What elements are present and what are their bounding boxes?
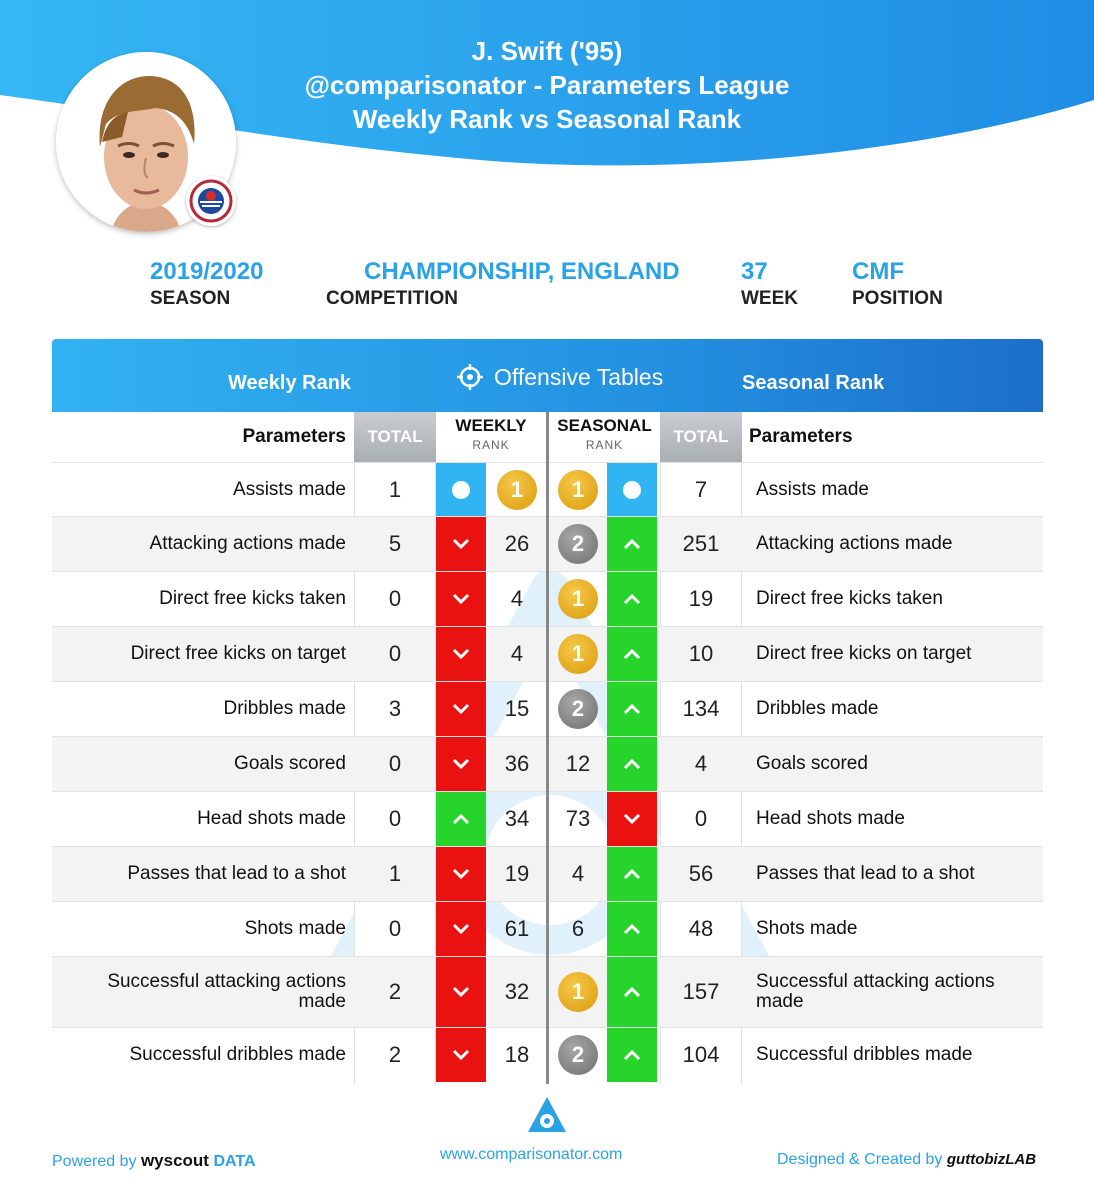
chevron-down-icon bbox=[623, 813, 641, 825]
footer-powered-by bbox=[52, 1151, 256, 1171]
weekly-rank-cell bbox=[488, 1028, 546, 1082]
designed-by-label: Designed & Created by bbox=[777, 1151, 943, 1168]
banner-weekly-rank: Weekly Rank bbox=[228, 372, 352, 394]
chevron-up-icon bbox=[623, 986, 641, 998]
position-block bbox=[852, 258, 943, 312]
seasonal-total-value: 7 bbox=[694, 476, 708, 502]
weekly-rank-cell bbox=[488, 902, 546, 956]
seasonal-total-value: 4 bbox=[694, 751, 708, 776]
gold-medal-icon: 1 bbox=[558, 634, 598, 674]
comparisonator-logo-icon bbox=[525, 1094, 569, 1138]
club-badge-icon bbox=[186, 176, 236, 226]
seasonal-rank-cell bbox=[550, 682, 606, 736]
weekly-total-value: 0 bbox=[388, 751, 402, 776]
seasonal-rank-cell bbox=[550, 792, 606, 846]
parameter-label-right: Head shots made bbox=[756, 808, 905, 829]
seasonal-total-value: 104 bbox=[682, 1042, 720, 1067]
parameter-label-right: Attacking actions made bbox=[756, 533, 953, 554]
seasonal-indicator-up bbox=[607, 847, 657, 901]
footer-website-link[interactable]: www.comparisonator.com bbox=[440, 1146, 623, 1163]
weekly-rank-cell bbox=[488, 957, 546, 1027]
seasonal-rank-cell bbox=[550, 572, 606, 626]
weekly-total-value: 1 bbox=[388, 476, 402, 502]
chevron-up-icon bbox=[623, 648, 641, 660]
seasonal-indicator-up bbox=[607, 572, 657, 626]
weekly-indicator-down bbox=[436, 847, 486, 901]
seasonal-indicator-up bbox=[607, 737, 657, 791]
gold-medal-icon: 1 bbox=[497, 470, 537, 510]
chevron-up-icon bbox=[623, 923, 641, 935]
weekly-rank-cell bbox=[488, 737, 546, 791]
seasonal-rank-value: 73 bbox=[565, 806, 591, 831]
parameter-label-right: Successful attacking actions made bbox=[756, 971, 995, 1012]
weekly-rank-cell bbox=[488, 682, 546, 736]
weekly-indicator-down bbox=[436, 517, 486, 571]
weekly-rank-value: 36 bbox=[504, 751, 530, 776]
seasonal-header-label: SEASONAL bbox=[557, 416, 652, 435]
seasonal-indicator-up bbox=[607, 682, 657, 736]
weekly-rank-value: 34 bbox=[504, 806, 530, 831]
chevron-down-icon bbox=[452, 593, 470, 605]
weekly-indicator-down bbox=[436, 1028, 486, 1082]
chevron-down-icon bbox=[452, 538, 470, 550]
banner-seasonal-rank: Seasonal Rank bbox=[742, 372, 885, 394]
parameter-label-left: Direct free kicks taken bbox=[159, 588, 346, 609]
weekly-rank-value: 32 bbox=[504, 979, 530, 1004]
parameter-label-left: Assists made bbox=[233, 478, 346, 500]
weekly-indicator-down bbox=[436, 737, 486, 791]
parameter-label-right: Direct free kicks taken bbox=[756, 588, 943, 609]
footer-credits bbox=[777, 1151, 1036, 1169]
chevron-down-icon bbox=[452, 1049, 470, 1061]
seasonal-indicator-up bbox=[607, 902, 657, 956]
season-block bbox=[150, 258, 263, 312]
silver-medal-icon: 2 bbox=[558, 689, 598, 729]
chevron-up-icon bbox=[452, 813, 470, 825]
chevron-up-icon bbox=[623, 868, 641, 880]
league-title: @comparisonator - Parameters League bbox=[304, 70, 790, 100]
neutral-dot-icon bbox=[452, 481, 470, 499]
weekly-header-sub: RANK bbox=[472, 438, 510, 452]
weekly-rank-cell bbox=[488, 517, 546, 571]
player-name: J. Swift ('95) bbox=[471, 36, 623, 66]
parameter-label-right: Assists made bbox=[756, 478, 869, 500]
weekly-rank-value: 15 bbox=[504, 696, 530, 721]
parameter-label-left: Successful dribbles made bbox=[129, 1044, 346, 1065]
parameter-label-left: Passes that lead to a shot bbox=[127, 863, 346, 884]
chevron-down-icon bbox=[452, 923, 470, 935]
chevron-down-icon bbox=[452, 648, 470, 660]
seasonal-rank-cell bbox=[550, 463, 606, 516]
weekly-rank-cell bbox=[488, 463, 546, 516]
weekly-total-value: 0 bbox=[388, 806, 402, 831]
powered-by-label: Powered by bbox=[52, 1153, 137, 1170]
seasonal-indicator-neutral bbox=[607, 463, 657, 516]
season-label: SEASON bbox=[150, 288, 231, 309]
seasonal-rank-cell bbox=[550, 737, 606, 791]
seasonal-rank-cell bbox=[550, 1028, 606, 1082]
parameter-label-right: Successful dribbles made bbox=[756, 1044, 973, 1065]
seasonal-rank-value: 4 bbox=[571, 861, 585, 886]
weekly-total-value: 0 bbox=[388, 916, 402, 941]
seasonal-rank-cell bbox=[550, 957, 606, 1027]
weekly-indicator-down bbox=[436, 682, 486, 736]
column-header-parameters-left: Parameters bbox=[242, 426, 346, 447]
gold-medal-icon: 1 bbox=[558, 470, 598, 510]
week-value: 37 bbox=[741, 258, 768, 285]
parameter-label-right: Shots made bbox=[756, 918, 858, 939]
seasonal-rank-cell bbox=[550, 847, 606, 901]
weekly-total-value: 3 bbox=[388, 696, 402, 721]
chevron-down-icon bbox=[452, 703, 470, 715]
neutral-dot-icon bbox=[623, 481, 641, 499]
weekly-indicator-down bbox=[436, 627, 486, 681]
parameter-label-left: Successful attacking actions made bbox=[107, 971, 346, 1012]
seasonal-rank-cell bbox=[550, 902, 606, 956]
guttobiz-lab-logo: guttobizLAB bbox=[946, 1151, 1037, 1168]
competition-block bbox=[326, 258, 680, 312]
week-block bbox=[741, 258, 798, 312]
seasonal-indicator-up bbox=[607, 957, 657, 1027]
seasonal-indicator-up bbox=[607, 517, 657, 571]
column-header-weekly-rank bbox=[436, 412, 546, 462]
column-header-seasonal-rank bbox=[549, 412, 660, 462]
parameter-label-left: Goals scored bbox=[234, 753, 346, 774]
table-banner bbox=[52, 339, 1043, 412]
weekly-rank-value: 4 bbox=[510, 641, 524, 666]
parameter-label-left: Shots made bbox=[244, 918, 346, 939]
seasonal-rank-cell bbox=[550, 627, 606, 681]
seasonal-rank-value: 6 bbox=[571, 916, 585, 941]
weekly-indicator-neutral bbox=[436, 463, 486, 516]
chevron-up-icon bbox=[623, 593, 641, 605]
gold-medal-icon: 1 bbox=[558, 579, 598, 619]
seasonal-total-value: 56 bbox=[688, 861, 714, 886]
silver-medal-icon: 2 bbox=[558, 1035, 598, 1075]
chevron-up-icon bbox=[623, 1049, 641, 1061]
weekly-indicator-up bbox=[436, 792, 486, 846]
parameter-label-right: Dribbles made bbox=[756, 698, 879, 719]
chevron-up-icon bbox=[623, 703, 641, 715]
ranking-table bbox=[52, 412, 1043, 1084]
chevron-down-icon bbox=[452, 758, 470, 770]
position-value: CMF bbox=[852, 258, 904, 285]
weekly-rank-value: 4 bbox=[510, 586, 524, 611]
column-header-total-left: TOTAL bbox=[354, 412, 436, 462]
banner-title bbox=[456, 363, 663, 391]
weekly-rank-cell bbox=[488, 627, 546, 681]
weekly-total-value: 0 bbox=[388, 586, 402, 611]
silver-medal-icon: 2 bbox=[558, 524, 598, 564]
seasonal-total-value: 251 bbox=[682, 531, 720, 556]
weekly-indicator-down bbox=[436, 957, 486, 1027]
seasonal-total-value: 48 bbox=[688, 916, 714, 941]
seasonal-indicator-up bbox=[607, 1028, 657, 1082]
seasonal-total-value: 19 bbox=[688, 586, 714, 611]
seasonal-rank-value: 12 bbox=[565, 751, 591, 776]
weekly-total-value: 2 bbox=[388, 979, 402, 1004]
column-header-parameters-right: Parameters bbox=[749, 426, 853, 447]
chevron-down-icon bbox=[452, 986, 470, 998]
weekly-rank-value: 19 bbox=[504, 861, 530, 886]
weekly-header-label: WEEKLY bbox=[455, 416, 527, 435]
weekly-rank-cell bbox=[488, 847, 546, 901]
position-label: POSITION bbox=[852, 288, 943, 309]
chevron-up-icon bbox=[623, 538, 641, 550]
parameter-label-left: Dribbles made bbox=[223, 698, 346, 719]
seasonal-indicator-down bbox=[607, 792, 657, 846]
seasonal-rank-cell bbox=[550, 517, 606, 571]
weekly-total-value: 2 bbox=[388, 1042, 402, 1067]
competition-label: COMPETITION bbox=[326, 288, 458, 309]
weekly-rank-value: 61 bbox=[504, 916, 530, 941]
season-value: 2019/2020 bbox=[150, 258, 264, 285]
weekly-total-value: 1 bbox=[388, 861, 402, 886]
weekly-total-value: 0 bbox=[388, 641, 402, 666]
weekly-rank-value: 26 bbox=[504, 531, 530, 556]
parameter-label-left: Direct free kicks on target bbox=[130, 643, 346, 664]
weekly-rank-value: 18 bbox=[504, 1042, 530, 1067]
parameter-label-left: Head shots made bbox=[197, 808, 346, 829]
competition-value: CHAMPIONSHIP, ENGLAND bbox=[364, 258, 680, 285]
weekly-rank-cell bbox=[488, 572, 546, 626]
seasonal-total-value: 134 bbox=[682, 696, 720, 721]
crosshair-icon bbox=[456, 363, 484, 391]
wyscout-data-label: DATA bbox=[213, 1153, 256, 1170]
gold-medal-icon: 1 bbox=[558, 972, 598, 1012]
wyscout-logo: wyscout bbox=[140, 1151, 209, 1170]
weekly-rank-cell bbox=[488, 792, 546, 846]
seasonal-total-value: 157 bbox=[682, 979, 720, 1004]
parameter-label-right: Direct free kicks on target bbox=[756, 643, 972, 664]
seasonal-total-value: 10 bbox=[688, 641, 714, 666]
seasonal-header-sub: RANK bbox=[585, 438, 624, 452]
column-divider bbox=[546, 412, 549, 1084]
seasonal-indicator-up bbox=[607, 627, 657, 681]
chevron-up-icon bbox=[623, 758, 641, 770]
chevron-down-icon bbox=[452, 868, 470, 880]
parameter-label-right: Goals scored bbox=[756, 753, 868, 774]
week-label: WEEK bbox=[741, 288, 798, 309]
parameter-label-left: Attacking actions made bbox=[149, 533, 346, 554]
parameter-label-right: Passes that lead to a shot bbox=[756, 863, 975, 884]
seasonal-total-value: 0 bbox=[694, 806, 708, 831]
banner-title-text: Offensive Tables bbox=[494, 363, 664, 390]
weekly-indicator-down bbox=[436, 572, 486, 626]
weekly-total-value: 5 bbox=[388, 531, 402, 556]
report-title: Weekly Rank vs Seasonal Rank bbox=[352, 104, 742, 134]
column-header-total-right: TOTAL bbox=[660, 412, 742, 462]
weekly-indicator-down bbox=[436, 902, 486, 956]
